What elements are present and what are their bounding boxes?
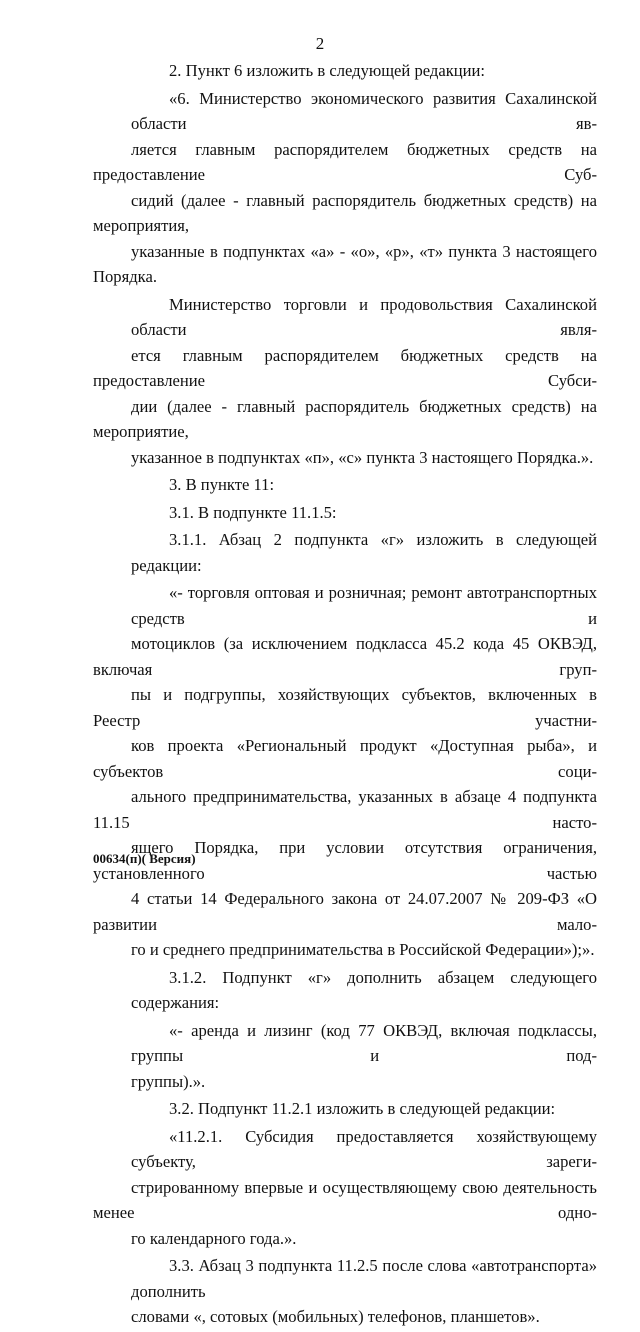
- text-line: 3.2. Подпункт 11.2.1 изложить в следующей редакции:: [169, 1099, 556, 1118]
- paragraph: [93, 580, 597, 963]
- text-line: 3.3. Абзац 3 подпункта 11.2.5 после слова «автотранспорта» дополнить: [131, 1256, 597, 1301]
- text-line: 3.1.2. Подпункт «г» дополнить абзацем следующего содержания:: [131, 967, 597, 1012]
- paragraph: [93, 58, 597, 84]
- paragraph: [93, 292, 597, 471]
- paragraph: [93, 527, 597, 578]
- text-line: ального предпринимательства, указанных в абзаце 4 подпункта 11.15 насто-: [93, 787, 597, 832]
- text-line: Министерство торговли и продовольствия Сахалинской области явля-: [131, 294, 597, 339]
- text-line: ется главным распорядителем бюджетных средств на предоставление Субси-: [93, 345, 597, 390]
- text-line: «- торговля оптовая и розничная; ремонт автотранспортных средств и: [131, 583, 597, 628]
- text-line: го календарного года.».: [131, 1228, 297, 1248]
- page-number: 2: [315, 34, 325, 53]
- document-body: [93, 58, 597, 1332]
- paragraph: [93, 1096, 597, 1122]
- paragraph: [93, 472, 597, 498]
- text-line: словами «, сотовых (мобильных) телефонов, планшетов».: [131, 1307, 540, 1326]
- text-line: «11.2.1. Субсидия предоставляется хозяйствующему субъекту, зареги-: [131, 1126, 597, 1171]
- text-line: 3. В пункте 11:: [169, 475, 275, 494]
- text-line: 3.1.1. Абзац 2 подпункта «г» изложить в следующей редакции:: [131, 530, 597, 575]
- text-line: ляется главным распорядителем бюджетных средств на предоставление Суб-: [93, 139, 597, 184]
- text-line: группы).».: [131, 1071, 206, 1091]
- text-line: ков проекта «Региональный продукт «Доступная рыба», и субъектов соци-: [93, 736, 597, 781]
- text-line: го и среднего предпринимательства в Российской Федерации»);».: [131, 940, 595, 959]
- text-line: 3.1. В подпункте 11.1.5:: [169, 502, 337, 522]
- paragraph: [93, 1253, 597, 1330]
- text-line: дии (далее - главный распорядитель бюджетных средств) на мероприятие,: [93, 396, 597, 441]
- paragraph: [93, 1124, 597, 1252]
- text-line: пы и подгруппы, хозяйствующих субъектов, включенных в Реестр участни-: [93, 685, 597, 730]
- text-line: указанное в подпунктах «п», «с» пункта 3 настоящего Порядка.».: [131, 447, 594, 467]
- text-line: 4 статьи 14 Федерального закона от 24.07.2007 № 209-ФЗ «О развитии мало-: [93, 889, 597, 934]
- text-line: указанные в подпунктах «а» - «о», «р», «т» пункта 3 настоящего Порядка.: [93, 241, 597, 286]
- paragraph: [93, 500, 597, 526]
- paragraph: [93, 86, 597, 290]
- text-line: ящего Порядка, при условии отсутствия ограничения, установленного частью: [93, 838, 597, 883]
- text-line: мотоциклов (за исключением подкласса 45.2 кода 45 ОКВЭД, включая груп-: [93, 634, 597, 679]
- text-line: сидий (далее - главный распорядитель бюджетных средств) на мероприятия,: [93, 190, 597, 235]
- text-line: «- аренда и лизинг (код 77 ОКВЭД, включая подклассы, группы и под-: [131, 1020, 597, 1065]
- document-footer-code: 00634(п)( Версия): [93, 851, 196, 866]
- text-line: «6. Министерство экономического развития Сахалинской области яв-: [131, 88, 597, 133]
- text-line: стрированному впервые и осуществляющему свою деятельность менее одно-: [93, 1177, 597, 1222]
- text-line: 2. Пункт 6 изложить в следующей редакции:: [169, 61, 486, 80]
- paragraph: [93, 965, 597, 1016]
- paragraph: [93, 1018, 597, 1095]
